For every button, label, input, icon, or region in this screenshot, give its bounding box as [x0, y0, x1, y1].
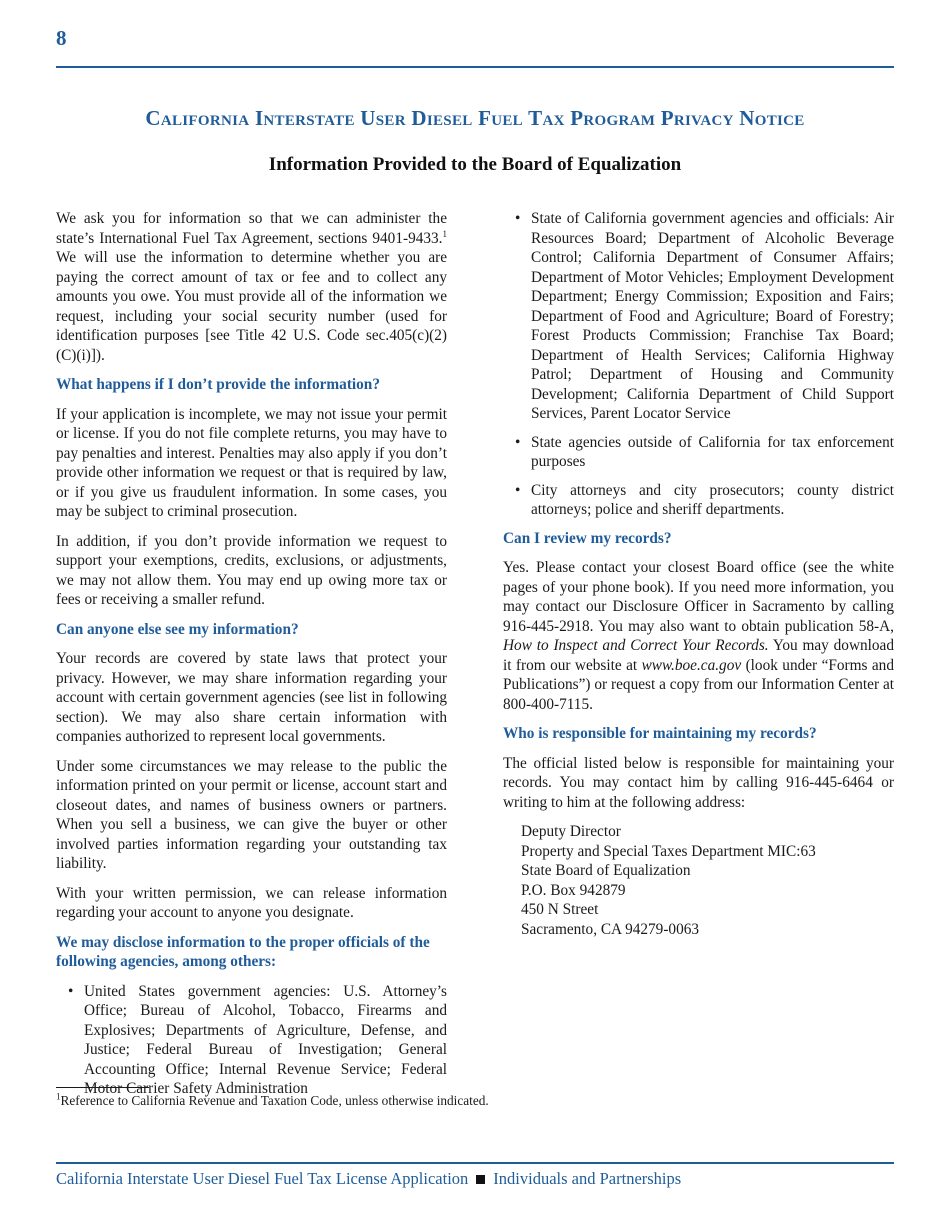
list-item: • State agencies outside of California for tax enforcement purposes	[503, 433, 894, 472]
footnote: $^1$Reference to California Revenue and Taxation Code, unless otherwise indicated.	[56, 1091, 489, 1108]
footnote-mark: 1	[56, 1091, 61, 1102]
paragraph-incomplete: If your application is incomplete, we may not issue your permit or license. If you do not file complete returns, you may have to pay penalties and interest. Penalties may also apply if you don’t provide other information we request or that is required by law, or if you give us fraudulent information. In some cases, you may be subject to criminal prosecution.	[56, 405, 447, 520]
section-heading-not-provided: What happens if I don’t provide the information?	[56, 376, 380, 393]
header-rule	[56, 66, 894, 68]
website-link[interactable]: www.boe.ca.gov	[641, 656, 742, 674]
footer-rule	[56, 1162, 894, 1164]
agency-list-right	[503, 209, 894, 520]
address-line: 450 N Street	[521, 901, 599, 918]
list-item: • United States government agencies: U.S. Attorney’s Office; Bureau of Alcohol, Tobacco, Firearms and Explosives; Departments of Agriculture, Defense, and Justice; Federal Bureau of Investigation; General Accounting Office; Internal Revenue Service; Federal Motor Carrier Safety Administration	[56, 982, 447, 1099]
intro-paragraph: We ask you for information so that we can administer the state’s International Fuel Tax Agreement, sections 9401-9433.$^1$ We will use the information to determine whether you are paying the correct amount of tax or fee and to collect any amounts you owe. You must provide all of the information we request, including your social security number (used for identification purposes [see Title 42 U.S. Code sec.405(c)(2)(C)(i)]).	[56, 210, 447, 364]
list-item: • City attorneys and city prosecutors; county district attorneys; police and sheriff departments.	[503, 481, 894, 520]
page-number: 8	[56, 26, 67, 50]
address-line: State Board of Equalization	[521, 862, 691, 879]
list-item: • State of California government agencies and officials: Air Resources Board; Department of Alcoholic Beverage Control; California Department of Consumer Affairs; Department of Motor Vehicles; Employment Development Department; Energy Commission; Exposition and Fairs; Department of Food and Agriculture; Board of Forestry; Forest Products Commission; Franchise Tax Board; Department of Health Services; California Highway Patrol; Department of Housing and Community Development; California Department of Child Support Services, Parent Locator Service	[503, 209, 894, 424]
address-line: Property and Special Taxes Department MIC:63	[521, 842, 816, 860]
paragraph-responsible: The official listed below is responsible for maintaining your records. You may contact him by calling 916-445-6464 or writing to him at the following address:	[503, 754, 894, 811]
paragraph-review: Yes. Please contact your closest Board office (see the white pages of your phone book). If you need more information, you may contact our Disclosure Officer in Sacramento by calling 916-445-2918. You may also want to obtain publication 58-A, How to Inspect and Correct Your Records. You may download it from our website at www.boe.ca.gov (look under “Forms and Publications”) or request a copy from our Information Center at 800-400-7115.	[503, 559, 894, 713]
footer-section: Individuals and Partnerships	[493, 1169, 682, 1188]
page-title: California Interstate User Diesel Fuel Tax Program Privacy Notice	[145, 106, 805, 130]
agency-list-left	[56, 982, 447, 1099]
footer-title: California Interstate User Diesel Fuel Tax License Application	[56, 1169, 469, 1188]
paragraph-permission: With your written permission, we can release information regarding your account to anyone you designate.	[56, 884, 447, 921]
section-heading-disclose: We may disclose information to the proper officials of the following agencies, among others:	[56, 933, 430, 970]
square-separator-icon	[476, 1175, 485, 1184]
section-heading-review: Can I review my records?	[503, 529, 672, 547]
address-line: Deputy Director	[521, 823, 621, 840]
page-subtitle: Information Provided to the Board of Equalization	[268, 154, 682, 175]
right-column	[503, 209, 894, 939]
paragraph-exemptions: In addition, if you don’t provide information we request to support your exemptions, credits, exclusions, or adjustments, we may not allow them. You may end up owing more tax or fees or receiving a smaller refund.	[56, 532, 447, 608]
address-line: Sacramento, CA 94279-0063	[521, 920, 700, 938]
paragraph-public-release: Under some circumstances we may release to the public the information printed on your permit or license, account start and closeout dates, and names of business owners or partners. When you sell a business, we can give the buyer or other involved parties information regarding your outstanding tax liability.	[56, 757, 447, 872]
publication-title: How to Inspect and Correct Your Records.	[503, 637, 769, 654]
footnote-rule	[56, 1087, 149, 1088]
address-line: P.O. Box 942879	[521, 881, 626, 899]
section-heading-who-can-see: Can anyone else see my information?	[56, 620, 299, 638]
paragraph-privacy: Your records are covered by state laws that protect your privacy. However, we may share information regarding your account with certain government agencies (see list in following section). We may also share certain information with companies authorized to represent local governments.	[56, 650, 447, 745]
page-footer	[56, 1169, 681, 1189]
left-column	[56, 209, 447, 1108]
section-heading-responsible: Who is responsible for maintaining my records?	[503, 725, 817, 742]
mailing-address	[521, 822, 894, 939]
footnote-ref: 1	[442, 228, 447, 239]
